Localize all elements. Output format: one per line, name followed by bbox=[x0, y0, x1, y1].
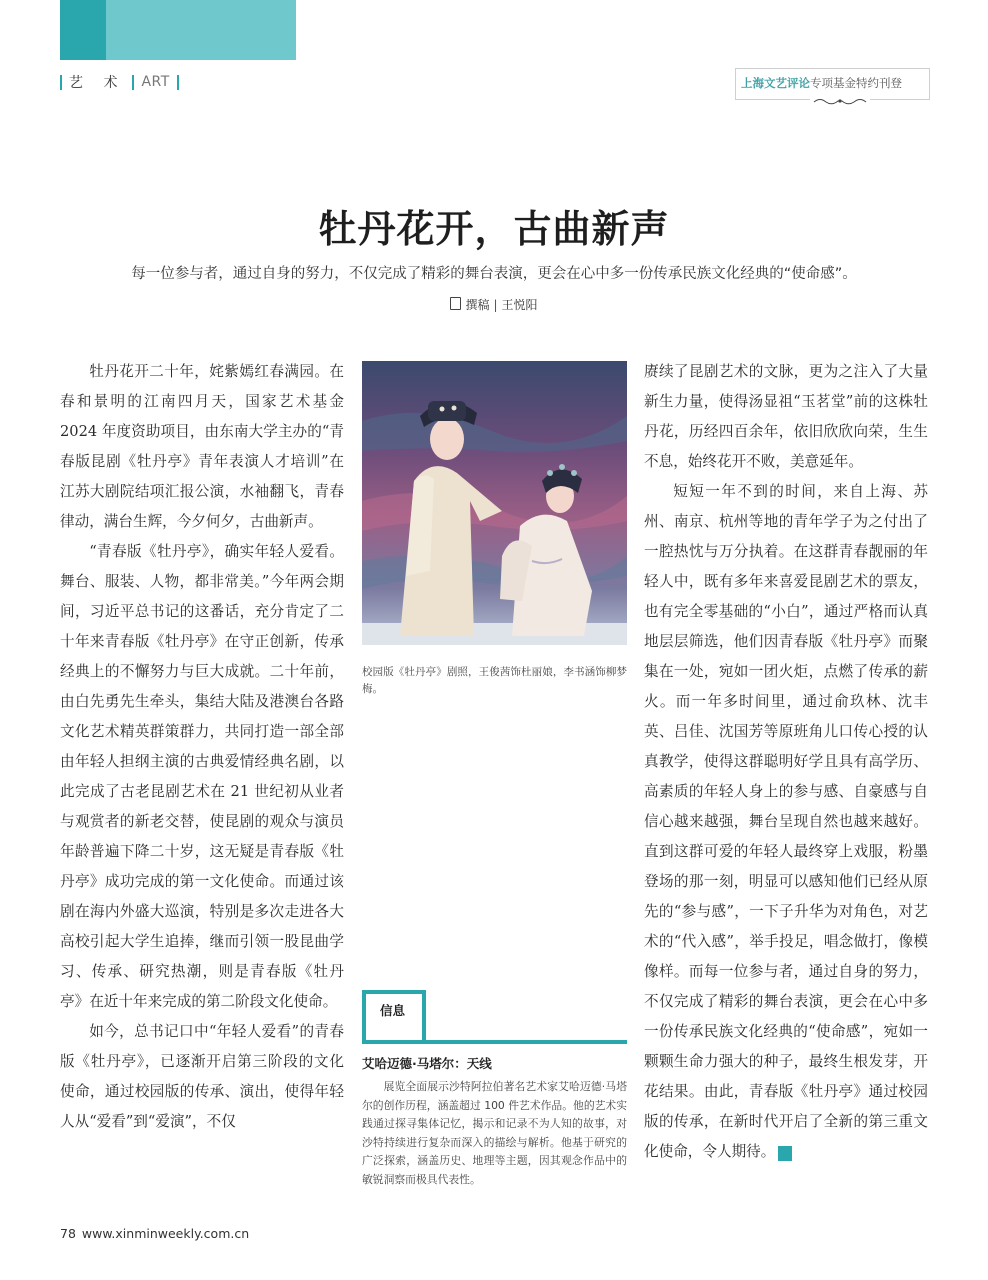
article-title: 牡丹花开，古曲新声 bbox=[318, 206, 670, 251]
sponsor-brand: 上海文艺评论 bbox=[741, 76, 810, 90]
article-paragraph-text: 短短一年不到的时间，来自上海、苏州、南京、杭州等地的青年学子为之付出了一腔热忱与万分执着。在这群青春靓丽的年轻人中，既有多年来喜爱昆剧艺术的票友，也有完全零基础的“小白”，通过严格而认真地层层筛选，他们因青春版《牡丹亭》而聚集在一处，宛如一团火炬，点燃了传承的薪火。而一年多时间里，通过俞玖林、沈丰英、吕佳、沈国芳等原班角儿口传心授的认真教学，使得这群聪明好学且具有高学历、高素质的年轻人身上的参与感、自豪感与自信心越来越强，舞台呈现自然也越来越好。直到这群可爱的年轻人最终穿上戏服，粉墨登场的那一刻，明显可以感知他们已经从原先的“参与感”，一下子升华为对角色，对艺术的“代入感”，举手投足，唱念做打，像模像样。而每一位参与者，通过自身的努力，不仅完成了精彩的舞台表演，更会在心中多一份传承民族文化经典的“使命感”，宛如一颗颗生命力强大的种子，最终生根发芽，开花结果。由此，青春版《牡丹亭》通过校园版的传承，在新时代开启了全新的第三重文化使命，令人期待。 bbox=[644, 483, 928, 1160]
byline-author: 王悦阳 bbox=[501, 298, 538, 312]
info-box-body bbox=[362, 1078, 627, 1190]
section-divider bbox=[177, 75, 179, 90]
info-box-rule bbox=[362, 1040, 627, 1044]
article-paragraph: “青春版《牡丹亭》，确实年轻人爱看。舞台、服装、人物，都非常美。”今年两会期间，习近平总书记的这番话，充分肯定了二十年来青春版《牡丹亭》在守正创新，传承经典上的不懈努力与巨大成就。二十年前，由白先勇先生牵头，集结大陆及港澳台各路文化艺术精英群策群力，共同打造一部全部由年轻人担纲主演的古典爱情经典名剧，以此完成了古老昆剧艺术在 21 世纪初从业者与观赏者的新老交替，使昆剧的观众与演员年龄普遍下降二十岁，这无疑是青春版《牡丹亭》成功完成的第一文化使命。而通过该剧在海内外盛大巡演，特别是多次走进各大高校引起大学生追捧，继而引领一股昆曲学习、传承、研究热潮，则是青春版《牡丹亭》在近十年来完成的第二阶段文化使命。 bbox=[60, 543, 344, 1010]
article-paragraph: 赓续了昆剧艺术的文脉，更为之注入了大量新生力量，使得汤显祖“玉茗堂”前的这株牡丹花，历经四百余年，依旧欣欣向荣，生生不息，始终花开不败，美意延年。 bbox=[644, 363, 928, 470]
article-column-left bbox=[60, 357, 344, 1137]
page-footer bbox=[60, 1226, 249, 1241]
section-divider bbox=[132, 75, 134, 90]
byline-separator: | bbox=[493, 298, 498, 312]
sponsor-note: 专项基金特约刊登 bbox=[810, 76, 902, 90]
footer-url: www.xinminweekly.com.cn bbox=[81, 1226, 250, 1241]
photo-caption: 校园版《牡丹亭》剧照，王俊茜饰杜丽娘，李书涵饰柳梦梅。 bbox=[362, 666, 627, 695]
article-column-right bbox=[644, 357, 928, 1167]
article-paragraph: 牡丹花开二十年，姹紫嫣红春满园。在春和景明的江南四月天，国家艺术基金 2024 年度资助项目，由东南大学主办的“青春版昆剧《牡丹亭》青年表演人才培训”在江苏大剧院结项汇报公演，水袖翻飞，青春律动，满台生辉，今夕何夕，古曲新声。 bbox=[60, 363, 344, 530]
article-paragraph bbox=[644, 477, 928, 1167]
stage-photo-illustration bbox=[362, 361, 627, 645]
section-divider bbox=[60, 75, 62, 90]
header-accent-bar-light bbox=[106, 0, 296, 60]
byline bbox=[0, 296, 988, 313]
info-box-title: 艾哈迈德·马塔尔：天线 bbox=[362, 1056, 492, 1071]
stage-photo bbox=[362, 361, 627, 645]
page-number: 78 bbox=[60, 1226, 76, 1241]
ornament-icon bbox=[810, 96, 870, 106]
section-label bbox=[60, 72, 186, 92]
article-subtitle: 每一位参与者，通过自身的努力，不仅完成了精彩的舞台表演，更会在心中多一份传承民族文化经典的“使命感”。 bbox=[131, 266, 857, 282]
byline-label: 撰稿 bbox=[465, 298, 490, 312]
end-mark-icon: 民 bbox=[778, 1146, 792, 1161]
section-name-cn: 艺 术 bbox=[69, 75, 126, 91]
article-paragraph: 如今，总书记口中“年轻人爱看”的青春版《牡丹亭》，已逐渐开启第三阶段的文化使命，通过校园版的传承、演出，使得年轻人从“爱看”到“爱演”，不仅 bbox=[60, 1023, 344, 1130]
pen-icon bbox=[450, 297, 461, 310]
header-accent-bar-dark bbox=[60, 0, 106, 60]
info-box-text: 展览全面展示沙特阿拉伯著名艺术家艾哈迈德·马塔尔的创作历程，涵盖超过 100 件艺术作品。他的艺术实践通过探寻集体记忆，揭示和记录不为人知的故事，对沙特持续进行复杂而深入的描绘与解析。他基于研究的广泛探索，涵盖历史、地理等主题，因其观念作品中的敏锐洞察而极具代表性。 bbox=[362, 1080, 628, 1186]
info-box-label: 信息 bbox=[380, 1003, 406, 1018]
section-name-en: ART bbox=[141, 74, 170, 90]
sponsor-text bbox=[741, 75, 902, 91]
sponsor-badge bbox=[735, 68, 930, 106]
